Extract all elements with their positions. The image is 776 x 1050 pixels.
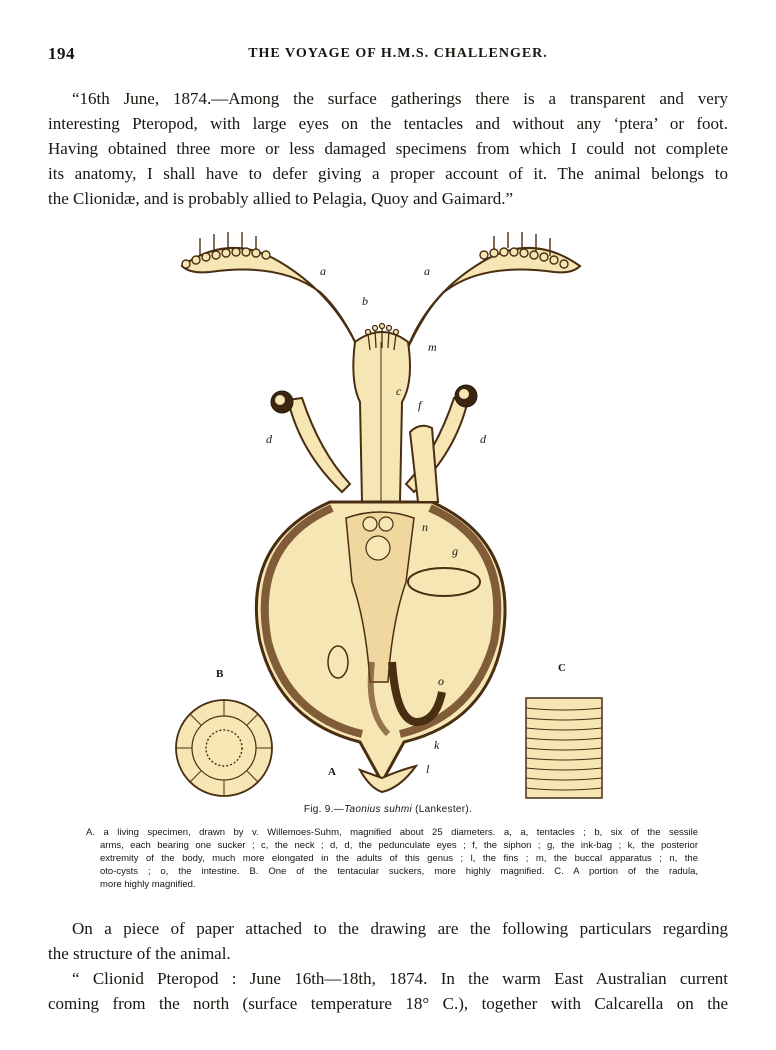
panel-letter-c: C [558,662,566,674]
caption-line: more highly magnified. [100,879,196,890]
text-line: coming from the north (surface temperature 18° C.), together with Calcarella on the [48,994,728,1013]
text-line: “ Clionid Pteropod : June 16th—18th, 1874. In the warm East Australian current [72,969,728,988]
caption-line: A. a living specimen, drawn by v. Willemoes-Suhm, magnified about 25 diameters. a, a, tentacles ; b, six of the sessile [86,827,698,838]
text-line: its anatomy, I shall have to defer giving a proper account of it. The animal belongs to [48,164,728,183]
paragraph-paper-note [48,916,728,966]
label-d-right: d [480,432,486,446]
figure-panel-b [170,662,280,802]
label-o: o [438,674,444,688]
figure-title [0,804,776,815]
label-l: l [426,762,430,776]
caption-line: extremity of the body, much more elongated in the adults of this genus ; l, the fins ; m, the buccal apparatus ; n, the [100,853,698,864]
author-name: (Lankester). [412,804,473,815]
text-line: “16th June, 1874.—Among the surface gatherings there is a transparent and very [72,89,728,108]
caption-line: oto-cysts ; o, the intestine. B. One of the tentacular suckers, more highly magnified. C. A portion of the radula, [100,866,698,877]
figure-caption [86,826,698,891]
label-n: n [422,520,428,534]
radula-drawing [524,696,604,800]
label-c: c [396,384,402,398]
label-k: k [434,738,440,752]
panel-letter-b: B [216,668,224,680]
label-g: g [452,544,458,558]
figure-panel-c [518,662,608,802]
caption-line: arms, each bearing one sucker ; c, the neck ; d, d, the pedunculate eyes ; f, the siphon ; g, the ink-bag ; k, the posterior [100,840,698,851]
label-a-left: a [320,264,326,278]
text-line: the Clionidæ, and is probably allied to Pelagia, Quoy and Gaimard.” [48,189,514,208]
label-m: m [428,340,437,354]
text-line: the structure of the animal. [48,944,231,963]
sucker-drawing [170,692,280,802]
label-f: f [418,398,422,412]
label-a-right: a [424,264,430,278]
running-title: THE VOYAGE OF H.M.S. CHALLENGER. [248,46,548,61]
paragraph-clionid [48,966,728,1016]
panel-letter-a: A [328,766,336,778]
page-number: 194 [48,44,75,63]
species-name: Taonius suhmi [344,804,413,815]
text-line: Having obtained three more or less damaged specimens from which I could not complete [48,139,728,158]
text-line: On a piece of paper attached to the drawing are the following particulars regarding [72,919,728,938]
figure-number: Fig. 9.— [303,804,345,815]
text-line: interesting Pteropod, with large eyes on the tentacles and without any ‘ptera’ or foot. [48,114,728,133]
label-b: b [362,294,368,308]
label-d-left: d [266,432,272,446]
paragraph-quote-intro [48,86,728,211]
